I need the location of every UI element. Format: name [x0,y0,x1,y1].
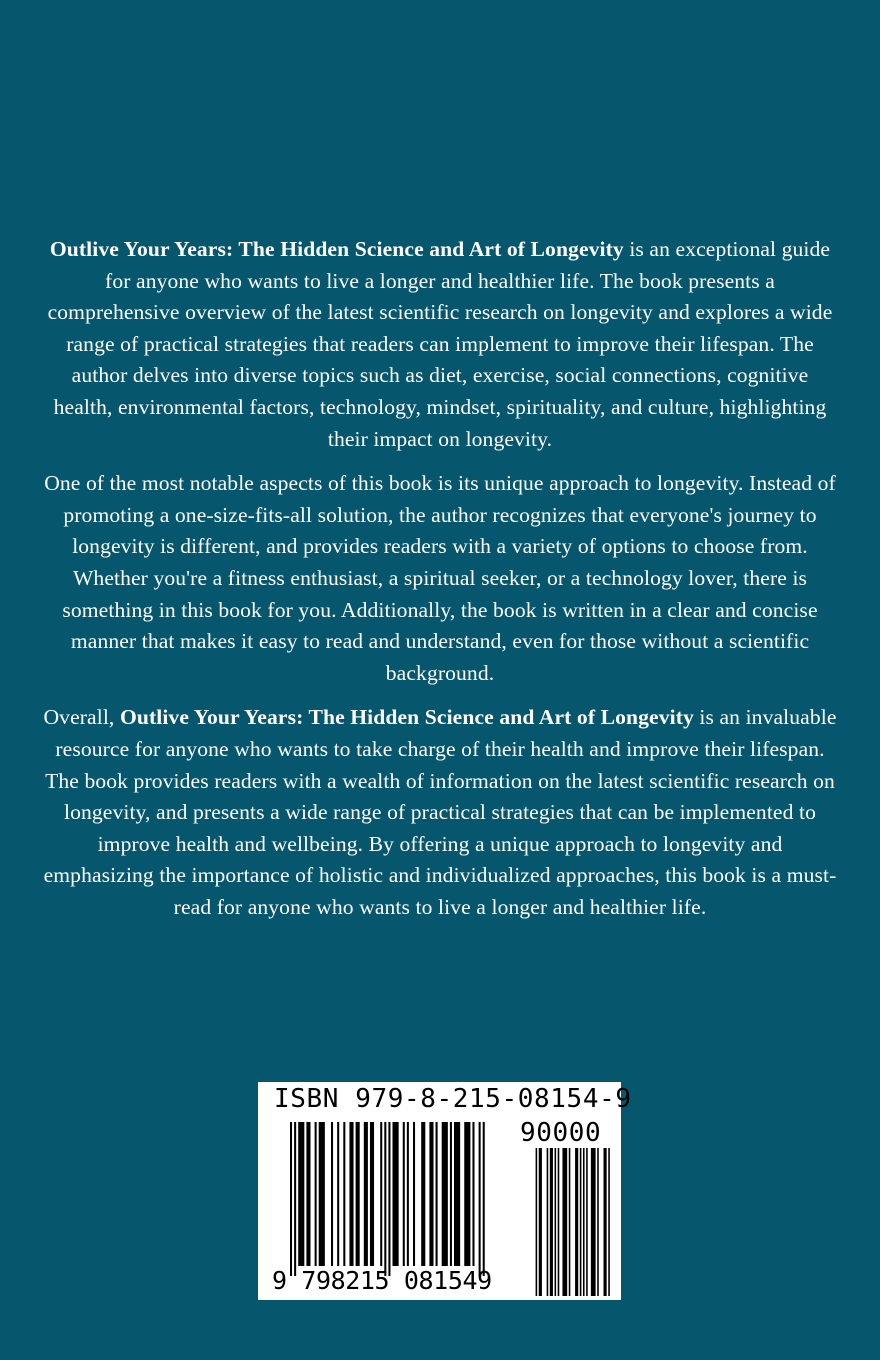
barcode-bar [364,1122,368,1266]
addon-bar [583,1148,585,1296]
barcode-bar [393,1122,399,1266]
blurb-text: is an exceptional guide for anyone who wants to live a longer and healthier life. The book presents a comprehensive overview of the latest scientific research on longevity and explores a wide range of practical strategies that readers can implement to improve their lifespan. The author delves into diverse topics such as diet, exercise, social connections, cognitive health, environmental factors, technology, mindset, spirituality, and culture, highlighting their impact on longevity. [47,237,833,451]
book-title-emphasis: Outlive Your Years: The Hidden Science and Art of Longevity [119,705,694,730]
addon-bar [604,1148,607,1296]
blurb-paragraph-1 [40,234,840,455]
barcode-bar [343,1122,345,1266]
barcode-bar [450,1122,452,1266]
barcode-bar [413,1122,415,1266]
barcode-bar [319,1122,325,1266]
addon-bar [575,1148,578,1296]
addon-bar [562,1148,567,1296]
blurb-paragraph-3 [40,702,840,923]
barcode-bar [337,1122,339,1266]
addon-bar [586,1148,588,1296]
isbn-label: ISBN 979-8-215-08154-9 [274,1084,632,1114]
addon-bar [580,1148,582,1296]
barcode-bar [306,1122,310,1266]
barcode-bar [356,1122,360,1266]
barcode-bar [298,1122,304,1266]
addon-bar [597,1148,599,1296]
barcode-bar [479,1122,481,1276]
isbn-barcode [258,1082,632,1300]
barcode-bar [483,1122,485,1276]
blurb-text: is an invaluable resource for anyone who wants to take charge of their health and improve their lifespan. The book provides readers with a wealth of information on the latest scientific research on longevity, and presents a wide range of practical strategies that can be implemented to improve health and wellbeing. By offering a unique approach to longevity and emphasizing the importance of holistic and individualized approaches, this book is a must-read for anyone who wants to live a longer and healthier life. [43,705,837,919]
barcode-bar [388,1122,390,1276]
barcode-bar [407,1122,409,1266]
barcode-bar [421,1122,425,1266]
barcode-bar [290,1122,292,1276]
barcode-bar [370,1122,374,1266]
blurb-text: One of the most notable aspects of this book is its unique approach to longevity. Instead of promoting a one-size-fits-all solution, the author recognizes that everyone's journey to longevity is different, and provides readers with a variety of options to choose from. Whether you're a fitness enthusiast, a spiritual seeker, or a technology lover, there is something in this book for you. Additionally, the book is written in a clear and concise manner that makes it easy to read and understand, even for those without a scientific background. [44,471,836,685]
barcode-bar [472,1122,474,1266]
barcode-bar [442,1122,448,1266]
barcode-bar [294,1122,296,1276]
main-barcode-bars [290,1122,485,1276]
price-addon-digits: 90000 [520,1118,602,1148]
blurb-paragraph-2 [40,468,840,689]
blurb-text: Overall, [43,705,120,730]
addon-bar [547,1148,549,1296]
addon-bar [608,1148,610,1296]
addon-barcode-bars [536,1148,610,1296]
barcode-bar [436,1122,438,1266]
barcode-bar [315,1122,317,1266]
back-cover-blurb [40,234,840,923]
book-title-emphasis: Outlive Your Years: The Hidden Science and Art of Longevity [49,237,624,261]
addon-bar [558,1148,560,1296]
addon-bar [539,1148,542,1296]
barcode-bar [429,1122,433,1266]
addon-bar [591,1148,596,1296]
barcode-bar [331,1122,333,1266]
barcode-bar [403,1122,405,1266]
addon-bar [536,1148,538,1296]
barcode-bar [464,1122,470,1266]
barcode-bar [380,1122,382,1266]
barcode-bar [454,1122,460,1266]
addon-bar [569,1148,571,1296]
barcode-bar [384,1122,386,1276]
barcode-bar [349,1122,353,1266]
addon-bar [555,1148,557,1296]
addon-bar [550,1148,553,1296]
barcode-digits: 9 798215 081549 [272,1266,492,1295]
